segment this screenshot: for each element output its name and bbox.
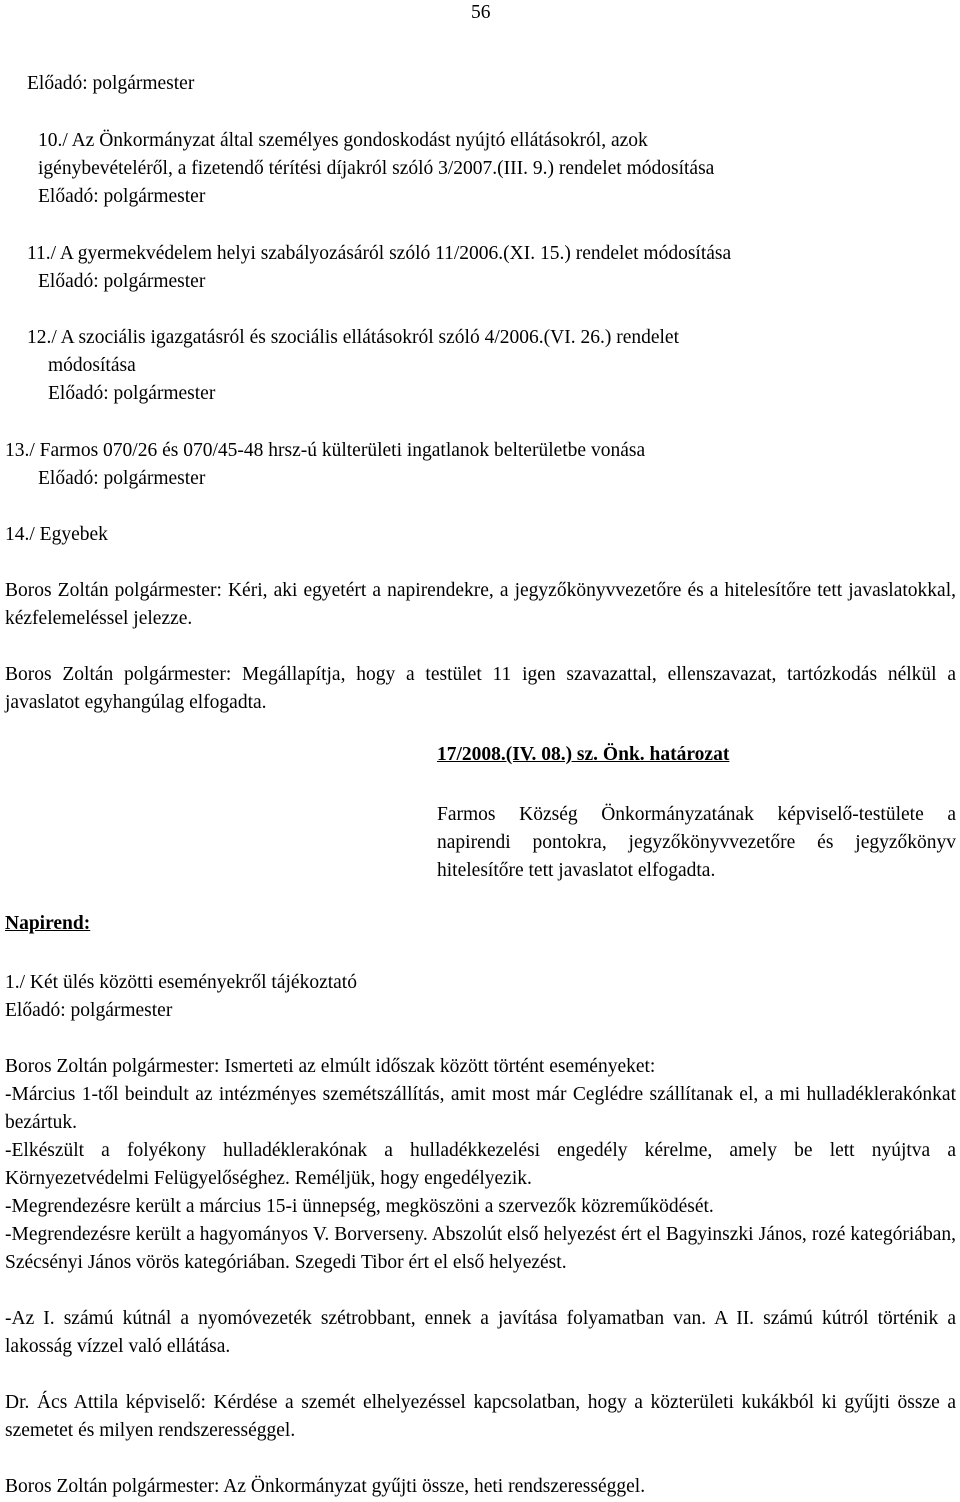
resolution-body: Farmos Község Önkormányzatának képviselő-testülete a napirendi pontokra, jegyzőkönyvvezetőre és jegyzőkönyv hitelesítőre tett javaslatot elfogadta.	[437, 804, 956, 881]
agenda-item-10-presenter: Előadó: polgármester	[38, 186, 206, 207]
mayor-paragraph-vote-result: Boros Zoltán polgármester: Megállapítja, hogy a testület 11 igen szavazattal, ellenszavazat, tartózkodás nélkül a javaslatot egyhangúlag elfogadta.	[5, 664, 956, 713]
agenda-item-14: 14./ Egyebek	[5, 524, 108, 545]
page-number: 56	[471, 2, 491, 23]
body-paragraph-well: -Az I. számú kútnál a nyomóvezeték szétrobbant, ennek a javítása folyamatban van. A II. számú kútról történik a lakosság vízzel való ellátása.	[5, 1308, 956, 1357]
body-paragraph-wine-contest: -Megrendezésre került a hagyományos V. Borverseny. Abszolút első helyezést ért el Bagyinszki János, rozé kategóriában, Szécsényi János vörös kategóriában. Szegedi Tibor ért el első helyezést.	[5, 1224, 956, 1273]
agenda-item-13: 13./ Farmos 070/26 és 070/45-48 hrsz-ú külterületi ingatlanok belterületbe vonása	[5, 440, 646, 461]
agenda-item-11-presenter: Előadó: polgármester	[38, 271, 206, 292]
resolution-title: 17/2008.(IV. 08.) sz. Önk. határozat	[437, 744, 730, 765]
body-paragraph-question: Dr. Ács Attila képviselő: Kérdése a szemét elhelyezéssel kapcsolatban, hogy a közterületi kukákból ki gyűjti össze a szemetet és milyen rendszerességgel.	[5, 1392, 956, 1441]
napirend-item-1-presenter: Előadó: polgármester	[5, 1000, 173, 1021]
napirend-heading: Napirend:	[5, 913, 91, 934]
napirend-item-1: 1./ Két ülés közötti eseményekről tájékoztató	[5, 972, 357, 993]
body-paragraph-march15: -Megrendezésre került a március 15-i ünnepség, megköszöni a szervezők közreműködését.	[5, 1196, 714, 1217]
body-paragraph-intro: Boros Zoltán polgármester: Ismerteti az elmúlt időszak között történt eseményeket:	[5, 1056, 656, 1077]
agenda-item-12: 12./ A szociális igazgatásról és szociális ellátásokról szóló 4/2006.(VI. 26.) rendelet	[27, 327, 679, 348]
body-paragraph-waste: -Március 1-től beindult az intézményes szemétszállítás, amit most már Ceglédre szállítanak el, a mi hulladéklerakónkat bezártuk.	[5, 1084, 956, 1133]
agenda-item-13-presenter: Előadó: polgármester	[38, 468, 206, 489]
presenter-line: Előadó: polgármester	[27, 73, 195, 94]
body-paragraph-liquid-waste: -Elkészült a folyékony hulladéklerakónak a hulladékkezelési engedély kérelme, amely be lett nyújtva a Környezetvédelmi Felügyelőséghez. Reméljük, hogy engedélyezik.	[5, 1140, 956, 1189]
body-paragraph-answer: Boros Zoltán polgármester: Az Önkormányzat gyűjti össze, heti rendszerességgel.	[5, 1476, 646, 1497]
mayor-paragraph-vote-request: Boros Zoltán polgármester: Kéri, aki egyetért a napirendekre, a jegyzőkönyvvezetőre és a hitelesítőre tett javaslatokkal, kézfelemeléssel jelezze.	[5, 580, 956, 629]
agenda-item-10-cont: igénybevételéről, a fizetendő térítési díjakról szóló 3/2007.(III. 9.) rendelet módosítása	[38, 158, 715, 179]
agenda-item-10: 10./ Az Önkormányzat által személyes gondoskodást nyújtó ellátásokról, azok	[38, 130, 648, 151]
agenda-item-12-cont: módosítása	[48, 355, 136, 376]
agenda-item-12-presenter: Előadó: polgármester	[48, 383, 216, 404]
agenda-item-11: 11./ A gyermekvédelem helyi szabályozásáról szóló 11/2006.(XI. 15.) rendelet módosítása	[27, 243, 732, 264]
